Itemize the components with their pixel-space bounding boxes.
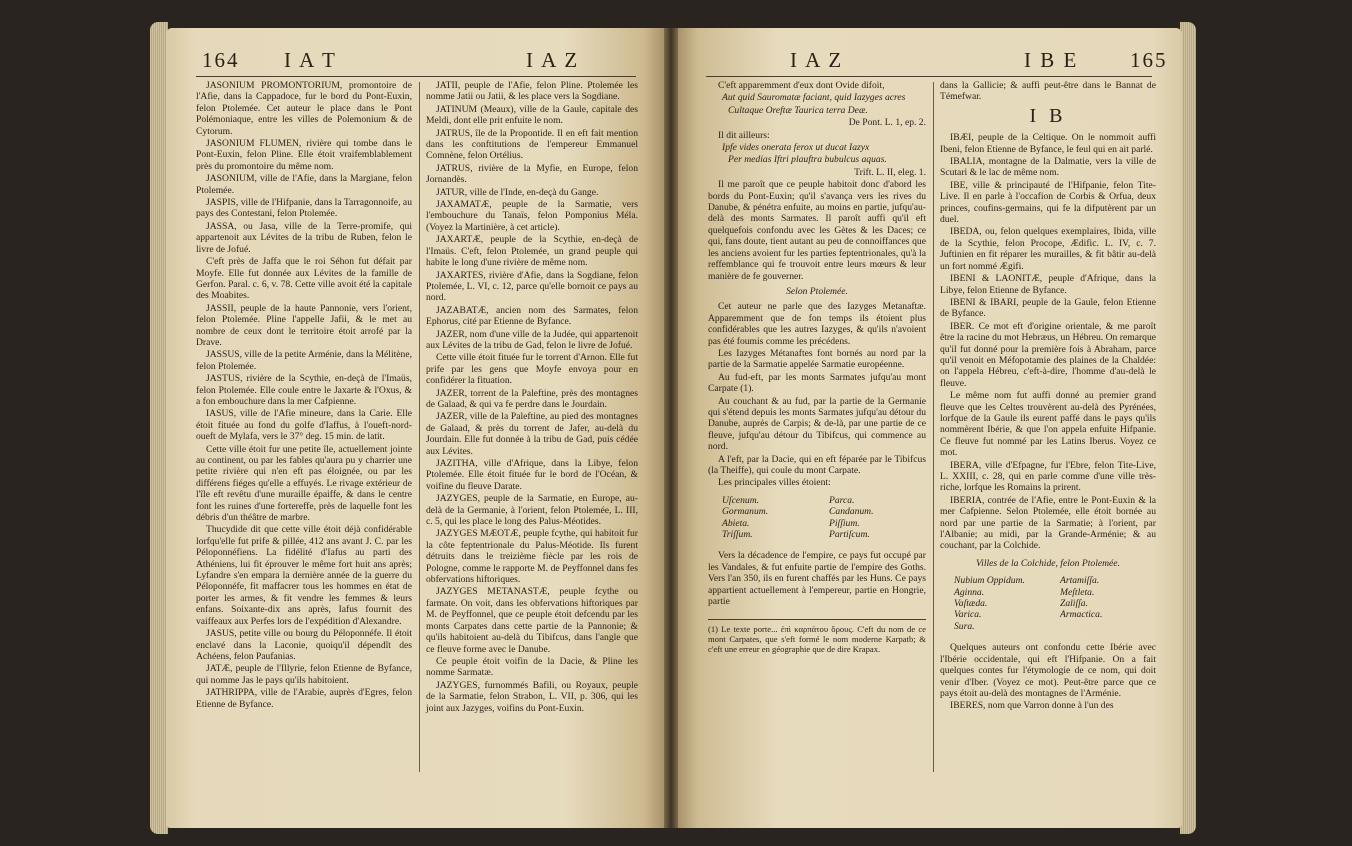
entry: JAXAMATÆ, peuple de la Sarmatie, vers l'embouchure du Tanaïs, felon Pomponius Méla. (Voyez la Martinière, à cet article).	[426, 199, 638, 233]
paragraph: Vers la décadence de l'empire, ce pays fut occupé par les Vandales, & fut enfuite partie de l'empire des Goths. Vers l'an 350, ils en furent chaffés par les Huns. Ce pays appartient actuellement à l'empereur, partie en Hongrie, partie	[708, 550, 926, 608]
town-name: Artamiſſa.	[1060, 575, 1100, 587]
intro-line: C'eft apparemment d'eux dont Ovide difoit,	[718, 80, 885, 91]
entry: JAZYGES, peuple de la Sarmatie, en Europe, au-delà de la Germanie, à l'orient, felon Ptolemée, L. III, c. 5, qui les place le long des Palus-Méotides.	[426, 493, 638, 528]
entry: JAZER, nom d'une ville de la Judée, qui appartenoit aux Lévites de la tribu de Gad, felon le livre de Jofué.	[426, 328, 638, 351]
entry: JAZYGES MÆOTÆ, peuple fcythe, qui habitoit fur la côte feptentrionale du Palus-Méotide. Ils furent détruits dans le treizième fiècle par les rois de Pologne, comme le rapporte M. de Peyffonnel dans fes obfervations hiftoriques.	[426, 528, 638, 586]
entry: JAXARTES, rivière d'Afie, dans la Sogdiane, felon Ptolemée, L. VI, c. 12, parce qu'elle bornoit ce pays au nord.	[426, 269, 638, 304]
entry: C'eft près de Jaffa que le roi Séhon fut défait par Moyfe. Elle fut donnée aux Lévites de la famille de Gerfon. Paral. c. 6, v. 78. Cette ville avoit été la capitale des Moabites.	[196, 256, 412, 302]
subheading: Selon Ptolemée.	[786, 285, 848, 297]
town-list	[708, 495, 926, 541]
entry: JASSA, ou Jasa, ville de la Terre-promife, qui appartenoit aux Lévites de la tribu de Ruben, felon le livre de Jofué.	[196, 220, 412, 255]
entry: JASSUS, ville de la petite Arménie, dans la Mélitène, felon Ptolemée.	[196, 349, 412, 372]
entry: JAZITHA, ville d'Afrique, dans la Libye, felon Ptolemée. Elle étoit fituée fur le bord de l'Océan, & voifine du fleuve Darate.	[426, 458, 638, 492]
section-heading: I B	[1029, 104, 1067, 127]
right-column-2	[940, 80, 1156, 713]
town-name: Triſſum.	[722, 529, 753, 541]
entry: JAZABATÆ, ancien nom des Sarmates, felon Ephorus, cité par Etienne de Byfance.	[426, 304, 638, 328]
intro-line: Il dit ailleurs:	[718, 129, 770, 141]
entry: JATUR, ville de l'Inde, en-deçà du Gange.	[436, 186, 599, 198]
town-name: Meſtleta.	[1060, 586, 1095, 598]
right-page-number: 165	[1130, 48, 1168, 72]
entry: Cette ville étoit fituée fur le torrent d'Arnon. Elle fut prife par les gens que Moyfe envoya pour en confidérer la fituation.	[426, 352, 638, 387]
entry: JASONIUM FLUMEN, rivière qui tombe dans le Pont-Euxin, felon Pline. Elle étoit vraifemblablement près du promontoire du même nom.	[196, 138, 412, 172]
right-column-1	[708, 80, 926, 654]
verse-line: Aut quid Sauromatæ faciant, quid Iazyges acres	[722, 92, 906, 104]
paragraph: dans la Gallicie; & auffi peut-être dans le Bannat de Témefwar.	[940, 80, 1156, 103]
subheading: Villes de la Colchide, felon Ptolemée.	[976, 557, 1120, 569]
entry: JATINUM (Meaux), ville de la Gaule, capitale des Meldi, dont elle prit enfuite le nom.	[426, 103, 638, 127]
paragraph: A l'eft, par la Dacie, qui en eft féparée par le Tibifcus (la Theiffe), qui coule du mont Carpate.	[708, 453, 926, 476]
entry: IBALIA, montagne de la Dalmatie, vers la ville de Scutari & le lac de même nom.	[940, 156, 1156, 179]
entry: JASPIS, ville de l'Hifpanie, dans la Tarragonnoife, au pays des Contestani, felon Ptolemée.	[196, 197, 412, 220]
entry: IBENI & LAONITÆ, peuple d'Afrique, dans la Libye, felon Etienne de Byfance.	[940, 273, 1156, 296]
entry: Cette ville étoit fur une petite île, actuellement jointe au continent, ou par les fables qu'aura pu y charrier une petite rivière qui n'en eft pas éloignée, ou par les différens fiéges qu'elle a effuyés. Le rivage extérieur de l'île eft revêtu d'une muraille épaiffe, & dans le centre font les ruines d'une fortereffe, près de laquelle font les débris d'un théâtre de marbre.	[196, 443, 412, 524]
town-name: Varica.	[954, 609, 982, 621]
entry: IASUS, ville de l'Afie mineure, dans la Carie. Elle étoit fituée au fond du golfe d'Iaffus, à l'oueft-nord-oueft de Mylafa, vers le 37° deg. 15 min. de latit.	[196, 408, 412, 443]
verse-reference: Trift. L. II, eleg. 1.	[854, 166, 926, 178]
verse-line: Ipfe vides onerata ferox ut ducat Iazyx	[722, 142, 870, 154]
town-name: Candanum.	[829, 506, 874, 518]
entry: IBERA, ville d'Efpagne, fur l'Ebre, felon Tite-Live, L. XXIII, c. 28, qui en parle comme d'une ville très-riche, lorfque les Romains la prirent.	[940, 459, 1156, 494]
entry: JASTUS, rivière de la Scythie, en-deçà de l'Imaüs, felon Ptolemée. Elle coule entre le Jaxarte & l'Oxus, & a fon embouchure dans la mer Cafpienne.	[196, 373, 412, 407]
paragraph: Cet auteur ne parle que des Iazyges Metanaftæ. Apparemment que de fon temps ils étoient plus confidérables que les autres Iazyges, & qu'ils n'avoient pas été foumis comme les précédens.	[708, 301, 926, 347]
entry: JAXARTÆ, peuple de la Scythie, en-deçà de l'Imaüs. C'eft, felon Ptolemée, un grand peuple qui habite le long d'une rivière de même nom.	[426, 234, 638, 269]
entry: JASUS, petite ville ou bourg du Péloponnéfe. Il étoit enclavé dans la Laconie, quoiqu'il dépendît des Achéens, felon Paufanias.	[196, 628, 412, 662]
town-name: Sura.	[954, 620, 975, 632]
verse-line: Cultaque Oreftæ Taurica terra Deæ.	[728, 104, 868, 116]
right-page-edges	[1180, 22, 1196, 834]
town-name: Vaſtæda.	[954, 598, 988, 610]
entry: JAZER, torrent de la Paleftine, près des montagnes de Galaad, & qui va fe perdre dans le Jourdain.	[426, 387, 638, 410]
footnote: (1) Le texte porte... ἐπὶ καρπάτου ὄρους. C'eft du nom de ce mont Carpates, que s'eft formé le nom moderne Karpatb; & c'eft une erreur en géographie que de dire Krapax.	[708, 619, 926, 654]
entry: JASONIUM, ville de l'Afie, dans la Margiane, felon Ptolemée.	[196, 173, 412, 196]
left-column-rule	[419, 82, 420, 772]
left-header-left: I A T	[284, 48, 337, 72]
town-list	[940, 575, 1156, 632]
town-name: Nubium Oppidum.	[954, 575, 1025, 587]
entry: IBENI & IBARI, peuple de la Gaule, felon Etienne de Byfance.	[940, 296, 1156, 320]
entry: IBER. Ce mot eft d'origine orientale, & me paroît être la racine du mot Hebræus, un Hébreu. On remarque qu'il fut donné pour la première fois à Abraham, parce qu'il venoit en Méfopotamie des plaines de la Chaldée: on l'appela Hébreu, c'eft-à-dire, l'homme d'au-delà le fleuve.	[940, 320, 1156, 389]
left-header-rule	[196, 76, 636, 77]
entry: JAZER, ville de la Paleftine, au pied des montagnes de Galaad, & près du torrent de Jafer, au-delà du Jourdain. Elle fut donnée à la tribu de Gad, puis cédée aux Lévites.	[426, 411, 638, 457]
town-name: Zaliſſa.	[1060, 598, 1088, 610]
right-header-rule	[706, 76, 1152, 77]
paragraph: Au couchant & au fud, par la partie de la Germanie qui s'étend depuis les monts Sarmates jufqu'au détour du Danube, auprès de Carpis; & de-là, par une partie de ce fleuve, jufqu'au détour du Tibifcus, qui commence au nord.	[708, 395, 926, 453]
entry: Thucydide dit que cette ville étoit déjà confidérable lorfqu'elle fut prife & pillée, 412 ans avant J. C. par les Péloponnéfiens. La fidélité d'Iafus au parti des Athéniens, lui fit éprouver le même fort huit ans après; Lyfandre s'en empara la dernière année de la guerre du Péloponnéfe, fit maffacrer tous les hommes en état de porter les armes, & fit vendre les femmes & leurs enfans. Soixante-dix ans après, Iafus fournit des vaiffeaux aux Perfes lors de l'expédition d'Alexandre.	[196, 524, 412, 627]
verse-line: Per medias Iftri plauftra bubulcus aquas.	[728, 154, 887, 166]
left-column-2	[426, 80, 638, 715]
town-name: Uſcenum.	[722, 494, 760, 506]
entry: IBERIA, contrée de l'Afie, entre le Pont-Euxin & la mer Cafpienne. Selon Ptolemée, elle étoit bornée au nord par une partie de la Sarmatie; à l'orient, par l'Albanie; au midi, par la Grande-Arménie; & au couchant, par la Colchide.	[940, 494, 1156, 552]
entry: IBERES, nom que Varron donne à l'un des	[950, 700, 1114, 712]
entry: Ce peuple étoit voifin de la Dacie, & Pline les nomme Sarmatæ.	[426, 655, 638, 679]
left-header-right: I A Z	[526, 48, 580, 72]
right-column-rule	[933, 82, 934, 772]
town-name: Aginna.	[954, 586, 985, 598]
entry: JAZYGES METANASTÆ, peuple fcythe ou farmate. On voit, dans les obfervations hiftoriques par M. de Peyffonnel, que ce peuple étoit defcendu par les monts Carpates dans cette partie de la Pannonie; & qu'ils habitoient au-delà du Tibifcus, dans l'angle que ce fleuve forme avec le Danube.	[426, 586, 638, 655]
entry: JATRUS, rivière de la Myfie, en Europe, felon Jornandès.	[426, 162, 638, 186]
right-header-right: I B E	[1024, 48, 1079, 72]
entry: JASONIUM PROMONTORIUM, promontoire de l'Afie, dans la Cappadoce, fur le bord du Pont-Euxin, felon Ptolemée. Cet auteur le place dans le Pont Polémoniaque, entre les villes de Polemonium & de Cytorum.	[196, 80, 412, 137]
left-column-1	[196, 80, 412, 711]
entry: IBE, ville & principauté de l'Hifpanie, felon Tite-Live. Il en parle à l'occafion de Corbis & Orfua, deux princes, coufins-germains, qui fe la difputèrent par un duel.	[940, 179, 1156, 226]
town-name: Abieta.	[722, 517, 750, 529]
entry: JAZYGES, furnommés Bafili, ou Royaux, peuple de la Sarmatie, felon Strabon, L. VII, p. 306, qui les joint aux Jazyges, voifins du Pont-Euxin.	[426, 679, 638, 714]
paragraph: Il me paroît que ce peuple habitoit donc d'abord les bords du Pont-Euxin; qu'il s'avança vers les rives du Danube, & pénétra enfuite, au moins en partie, jufqu'au-delà des monts Sarmates. Il paroît auffi qu'il eft quelquefois confondu avec les Gètes & les Daces; ce qui, fans doute, tient autant au peu de connoiffances que les anciens avoient fur les parties feptentrionales, qu'à la reffemblance qui fe trouvoit entre leurs mœurs & leur manière de fe gouverner.	[708, 179, 926, 282]
right-header-left: I A Z	[790, 48, 844, 72]
entry: JATRUS, île de la Propontide. Il en eft fait mention dans les conftitutions de l'empereur Emmanuel Comnène, felon Ortélius.	[426, 127, 638, 162]
town-name: Parca.	[829, 494, 855, 506]
entry: IBEDA, ou, felon quelques exemplaires, Ibida, ville de la Scythie, felon Procope, Ædific. L. IV, c. 7. Juftinien en fit réparer les murailles, & fit bâtir au-delà un fort nommé Ægifi.	[940, 226, 1156, 272]
town-name: Gormanum.	[722, 506, 769, 518]
town-name: Partiſcum.	[829, 529, 870, 541]
entry: JATHRIPPA, ville de l'Arabie, auprès d'Egres, felon Etienne de Byfance.	[196, 687, 412, 710]
paragraph: Au fud-eft, par les monts Sarmates jufqu'au mont Carpate (1).	[708, 371, 926, 395]
entry: JATÆ, peuple de l'Illyrie, felon Etienne de Byfance, qui nomme Jas le pays qu'ils habitoient.	[196, 663, 412, 686]
entry: Le même nom fut auffi donné au premier grand fleuve que les Celtes trouvèrent au-delà des Pyrénées, lorfque de la Gaule ils eurent paffé dans le pays qu'ils nommèrent Ibérie, & que l'on appela enfuite Hifpanie. Ce fleuve fut nommé par les Latins Iberus. Voyez ce mot.	[940, 390, 1156, 459]
town-name: Piſſium.	[829, 517, 860, 529]
left-page-number: 164	[202, 48, 240, 72]
right-page	[678, 28, 1182, 828]
paragraph: Les Iazyges Métanaftes font bornés au nord par la partie de la Sarmatie appelée Sarmatie européenne.	[708, 347, 926, 371]
entry: JASSII, peuple de la haute Pannonie, vers l'orient, felon Ptolemée. Pline l'appelle Jafii, & le met au nombre de ceux dont le territoire étoit arrofé par la Drave.	[196, 302, 412, 348]
paragraph: Les principales villes étoient:	[718, 477, 831, 489]
entry: JATII, peuple de l'Afie, felon Pline. Ptolemée les nomme Jatii ou Jatii, & les place vers la Sogdiane.	[426, 80, 638, 103]
entry: IBÆI, peuple de la Celtique. On le nommoit auffi Ibeni, felon Etienne de Byfance, le feul qui en ait parlé.	[940, 132, 1156, 155]
entry: Quelques auteurs ont confondu cette Ibérie avec l'Ibérie occidentale, qui eft l'Hifpanie. On a fait quelques contes fur l'étymologie de ce nom, qui doit venir d'Iber. (Voyez ce mot). Peut-être parce que ce pays étoit au-delà des montagnes de l'Arménie.	[940, 642, 1156, 699]
book-gutter	[664, 28, 678, 828]
verse-reference: De Pont. L. 1, ep. 2.	[848, 117, 926, 129]
town-name: Armactica.	[1060, 609, 1103, 621]
left-page	[166, 28, 664, 828]
